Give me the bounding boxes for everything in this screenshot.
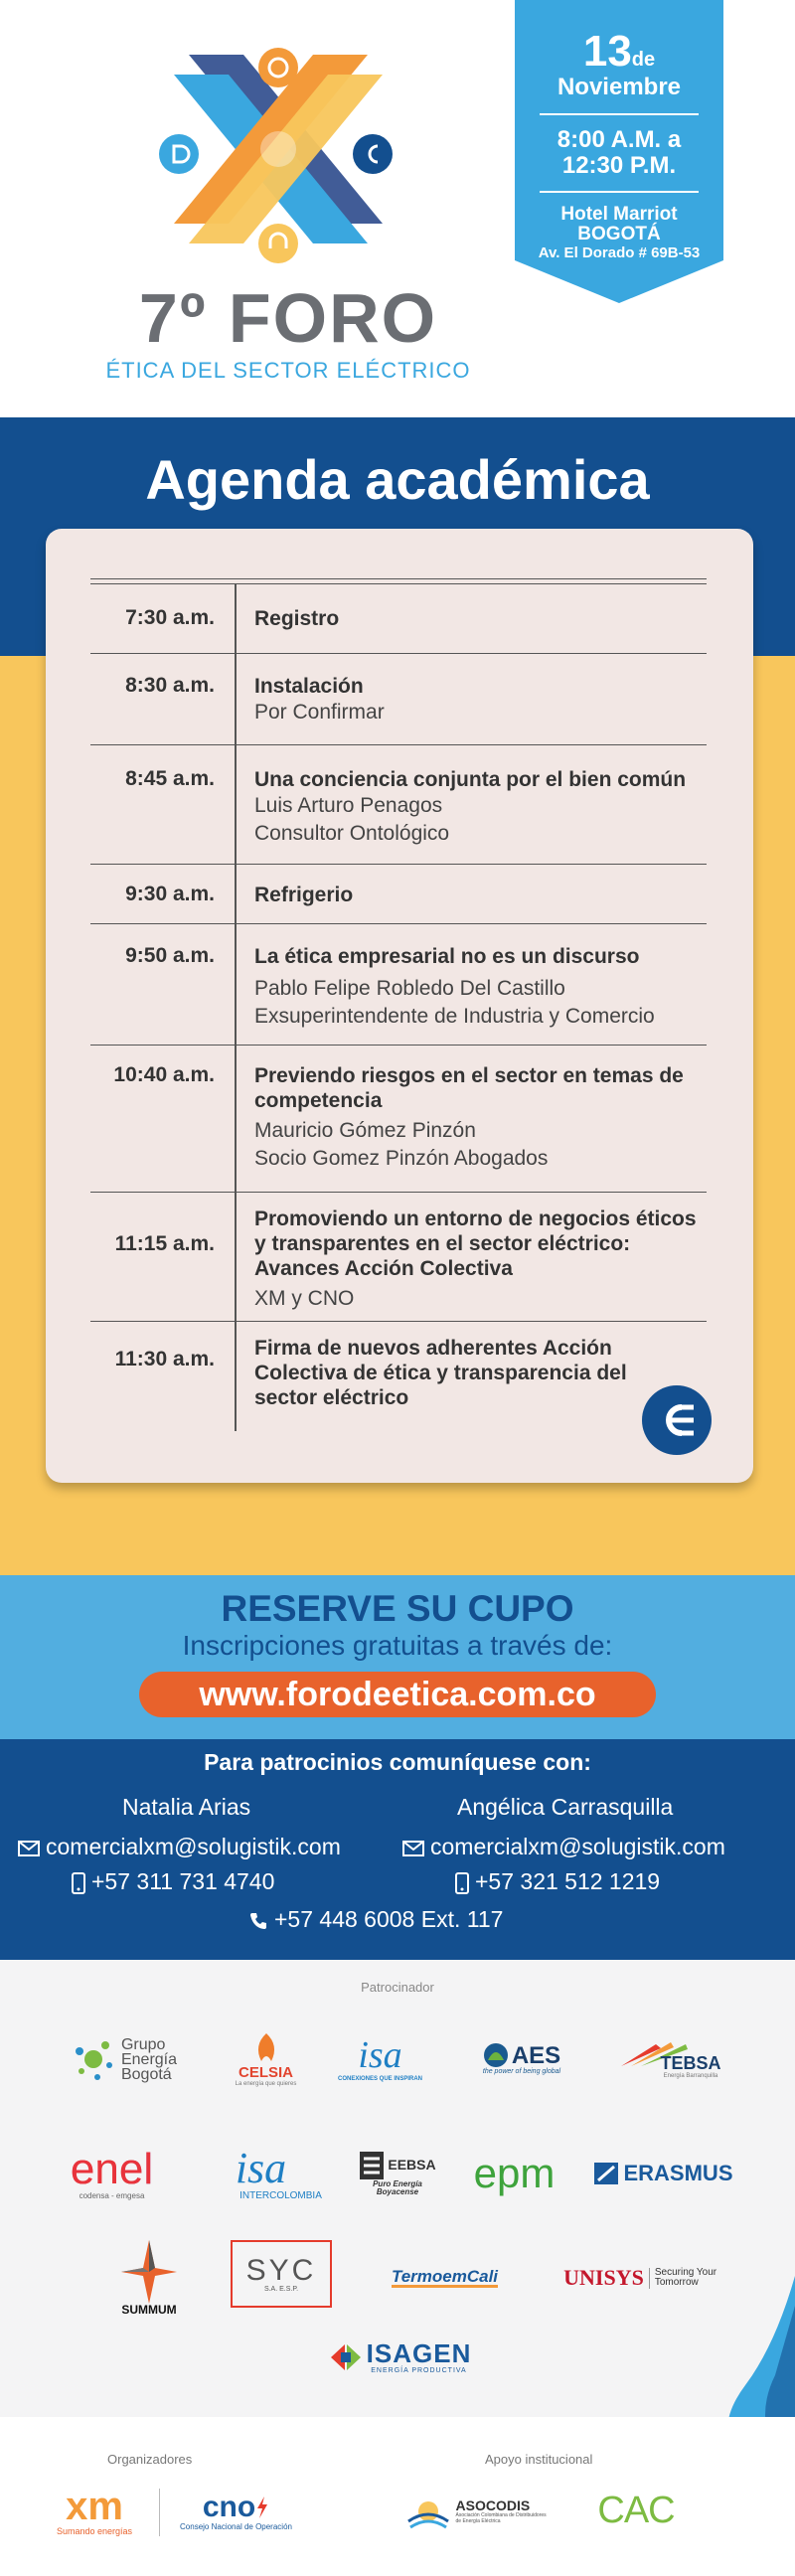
logo-syc: SYC S.A. E.S.P. [231,2240,332,2308]
reserve-title: RESERVE SU CUPO [221,1588,574,1629]
logo-termoemcali: TermoemCali [373,2253,517,2303]
agenda-item-title: Firma de nuevos adherentes Acción Colectiva de ética y transparencia del sector eléctrico [254,1337,627,1409]
date-month: Noviembre [556,74,682,100]
logo-eebsa: EEBSA Puro Energía Boyacense [353,2139,442,2208]
divider [540,191,699,193]
time-start: 8:00 A.M. a [556,126,682,153]
agenda-item-title: Previendo riesgos en el sector en temas de competencia [254,1064,684,1112]
logo-xm: xm Sumando energías [56,2485,133,2537]
agenda-time: 9:30 a.m. [90,865,237,923]
logo-unisys: UNISYS Securing Your Tomorrow [563,2265,717,2291]
agenda-row [90,1193,707,1322]
time-end: 12:30 P.M. [561,152,677,179]
agenda-item-title: Promoviendo un entorno de negocios éticos y transparentes en el sector eléctrico: Avances Acción Colectiva [254,1208,697,1280]
agenda-item-detail: Por Confirmar [254,701,385,724]
mobile-phone-icon [455,1872,469,1894]
contact-email[interactable]: comercialxm@solugistik.com [46,1834,341,1859]
logo-summum: SUMMUM [99,2228,199,2328]
lightning-icon [255,2496,269,2518]
agenda-item-speaker: Pablo Felipe Robledo Del Castillo [254,977,565,1000]
agenda-card [46,529,753,1483]
logo-enel: enel codensa - emgesa [70,2144,154,2200]
agenda-time: 8:30 a.m. [90,654,237,744]
summum-star-icon [121,2240,177,2304]
foro-logo-icon [149,35,407,283]
registration-link[interactable]: www.forodeetica.com.co [139,1672,656,1717]
ethics-badge-icon [642,1385,712,1455]
eebsa-mark-icon [359,2151,385,2180]
reserve-subtitle: Inscripciones gratuitas a través de: [182,1630,613,1661]
venue-city: BOGOTÁ [577,224,661,244]
agenda-time: 11:30 a.m. [90,1322,237,1431]
agenda-title: Agenda académica [145,448,650,511]
contact-name: Natalia Arias [122,1794,251,1820]
logo-isagen: ISAGEN ENERGÍA PRODUCTIVA [318,2328,482,2387]
venue-hotel: Hotel Marriot [560,204,678,225]
agenda-row [90,865,707,924]
flame-icon [249,2031,283,2065]
reserve-section [0,1575,795,1739]
date-banner [515,0,723,303]
logo-grupo-energia-bogota: Grupo Energía Bogotá [60,2024,189,2094]
sponsors-label: Patrocinador [361,1980,434,1995]
support-label: Apoyo institucional [485,2452,593,2467]
contact-section [0,1739,795,1960]
agenda-item-speaker: XM y CNO [254,1287,355,1310]
logo-isa: isa CONEXIONES QUE INSPIRAN [337,2033,422,2082]
footer [0,2417,795,2576]
agenda-row [90,654,707,745]
contact-email[interactable]: comercialxm@solugistik.com [430,1834,725,1859]
agenda-time: 7:30 a.m. [90,584,237,653]
agenda-item-title: Una conciencia conjunta por el bien común [254,768,687,791]
logo-cac: CAC [597,2490,675,2532]
contact-name: Angélica Carrasquilla [457,1794,674,1820]
agenda-time: 10:40 a.m. [90,1046,237,1192]
contact-heading: Para patrocinios comuníquese con: [204,1749,591,1775]
email-icon [402,1841,424,1856]
agenda-row [90,745,707,865]
asocodis-sun-icon [404,2488,452,2535]
erasmus-mark-icon [593,2162,619,2185]
logo-isa-intercolombia: isa INTERCOLOMBIA [235,2143,322,2201]
mobile-phone-icon [72,1872,85,1894]
agenda-row [90,1322,707,1431]
isagen-mark-icon [329,2342,363,2372]
logo-epm: epm [473,2149,556,2196]
date-de: de [631,49,656,71]
agenda-time: 8:45 a.m. [90,745,237,864]
divider [540,113,699,115]
agenda-item-speaker: Luis Arturo Penagos [254,794,443,817]
logo-erasmus: ERASMUS [586,2144,740,2203]
agenda-row [90,1046,707,1193]
agenda-row [90,584,707,654]
sponsors-section [0,1960,795,2417]
header [0,0,795,417]
logo-asocodis: ASOCODIS Asociación Colombiana de Distribuidores de Energía Eléctrica [398,2477,556,2546]
agenda-item-title: Instalación [254,675,364,698]
email-icon [18,1841,40,1856]
agenda-item-role: Consultor Ontológico [254,822,450,845]
agenda-item-title: Refrigerio [254,884,354,906]
phone-handset-icon [248,1911,268,1931]
agenda-time: 11:15 a.m. [90,1193,237,1321]
contact-phone[interactable]: +57 311 731 4740 [91,1868,275,1894]
logo-celsia: CELSIA La energía que quieres [224,2019,308,2099]
aes-mark-icon [483,2042,509,2068]
logo-tebsa: TEBSA Energía Barranquilla [606,2019,735,2099]
agenda-time: 9:50 a.m. [90,924,237,1045]
date-day: 13 [582,27,632,76]
organizers-label: Organizadores [107,2452,193,2467]
agenda-item-role: Exsuperintendente de Industria y Comercio [254,1005,655,1028]
event-subtitle: ÉTICA DEL SECTOR ELÉCTRICO [105,358,471,383]
logo-aes: AES the power of being global [482,2041,561,2076]
contact-landline[interactable]: +57 448 6008 Ext. 117 [274,1906,504,1932]
agenda-row [90,924,707,1046]
logo-cno: cno Consejo Nacional de Operación [180,2491,292,2531]
dots-icon [72,2037,115,2081]
agenda-item-title: Registro [254,607,340,630]
agenda-item-role: Socio Gomez Pinzón Abogados [254,1147,549,1170]
contact-phone[interactable]: +57 321 512 1219 [475,1868,661,1894]
agenda-item-speaker: Mauricio Gómez Pinzón [254,1119,476,1142]
divider [159,2489,160,2536]
agenda-item-title: La ética empresarial no es un discurso [254,945,640,968]
venue-address: Av. El Dorado # 69B-53 [538,244,701,261]
event-number: 7º FORO [138,279,438,357]
